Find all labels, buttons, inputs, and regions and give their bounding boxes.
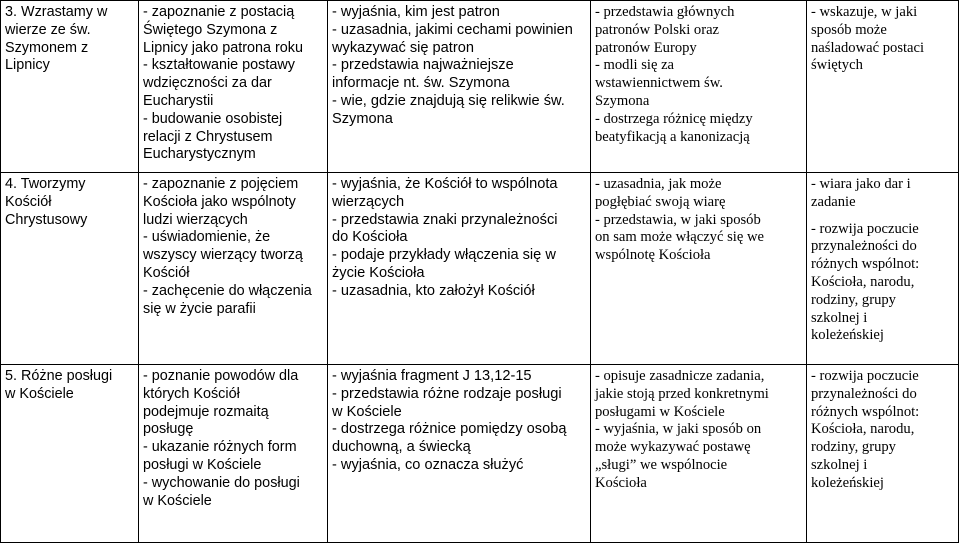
attitudes-line: koleżeńskiej <box>811 474 884 491</box>
content-line: - dostrzega różnice pomiędzy osobą <box>332 421 567 438</box>
skills-cell <box>591 173 807 365</box>
content-line: - wyjaśnia, co oznacza służyć <box>332 456 524 473</box>
goals-line: w Kościele <box>143 492 212 509</box>
skills-line: „sługi” we wspólnocie <box>595 456 728 473</box>
goals-line: Lipnicy jako patrona roku <box>143 39 303 56</box>
attitudes-line: Kościoła, narodu, <box>811 421 915 438</box>
content-line: do Kościoła <box>332 229 408 246</box>
topic-line: Kościół <box>5 193 52 210</box>
goals-line: których Kościół <box>143 385 240 402</box>
attitudes-line: świętych <box>811 57 863 74</box>
content-line: w Kościele <box>332 403 402 420</box>
topic-line: 4. Tworzymy <box>5 176 86 192</box>
topic-line: wierze ze św. <box>5 21 91 38</box>
goals-line: podejmuje rozmaitą <box>143 403 269 420</box>
goals-cell <box>139 173 328 365</box>
attitudes-line: naśladować postaci <box>811 39 925 56</box>
goals-line: - zapoznanie z postacią <box>143 4 295 20</box>
topic-cell <box>1 1 139 173</box>
topic-line: 5. Różne posługi <box>5 368 113 384</box>
goals-line: Eucharystycznym <box>143 146 256 163</box>
skills-line: - wyjaśnia, w jaki sposób on <box>595 421 762 438</box>
topic-line: Lipnicy <box>5 57 50 74</box>
content-cell <box>328 1 591 173</box>
content-line: życie Kościoła <box>332 264 425 281</box>
skills-line: - modli się za <box>595 57 675 74</box>
goals-line: Kościół <box>143 264 190 281</box>
goals-line: - ukazanie różnych form <box>143 439 297 456</box>
goals-line: posługę <box>143 421 194 438</box>
content-line: wierzących <box>332 193 405 210</box>
skills-line: beatyfikacją a kanonizacją <box>595 128 750 145</box>
attitudes-cell <box>807 1 959 173</box>
content-line: Szymona <box>332 110 393 127</box>
skills-line: patronów Europy <box>595 39 697 56</box>
skills-line: - uzasadnia, jak może <box>595 176 722 192</box>
attitudes-line: - wskazuje, w jaki <box>811 4 918 20</box>
goals-line: Świętego Szymona z <box>143 21 278 38</box>
topic-line: w Kościele <box>5 385 74 402</box>
skills-line: pogłębiać swoją wiarę <box>595 193 726 210</box>
attitudes-line: - rozwija poczucie <box>811 220 919 237</box>
content-line: - podaje przykłady włączenia się w <box>332 247 556 264</box>
attitudes-line: szkolnej i <box>811 456 868 473</box>
content-line: - uzasadnia, jakimi cechami powinien <box>332 21 573 38</box>
attitudes-line: - rozwija poczucie <box>811 368 919 384</box>
topic-line: Chrystusowy <box>5 211 88 228</box>
attitudes-line: Kościoła, narodu, <box>811 273 915 290</box>
attitudes-line: sposób może <box>811 21 887 38</box>
goals-line: Kościoła jako wspólnoty <box>143 193 296 210</box>
goals-line: - uświadomienie, że <box>143 229 271 246</box>
attitudes-cell <box>807 365 959 543</box>
skills-line: może wykazywać postawę <box>595 439 751 456</box>
topic-line: Szymonem z <box>5 39 89 56</box>
content-line: - przedstawia znaki przynależności <box>332 211 558 228</box>
goals-line: - budowanie osobistej <box>143 110 283 127</box>
goals-line: wszyscy wierzący tworzą <box>143 247 303 264</box>
skills-line: jakie stoją przed konkretnymi <box>595 385 769 402</box>
attitudes-line: rodziny, grupy <box>811 291 896 308</box>
content-line: - wyjaśnia, kim jest patron <box>332 4 500 20</box>
goals-line: się w życie parafii <box>143 300 256 317</box>
attitudes-cell <box>807 173 959 365</box>
goals-line: wdzięczności za dar <box>143 75 272 92</box>
goals-line: - zapoznanie z pojęciem <box>143 176 299 192</box>
attitudes-line: różnych wspólnot: <box>811 403 920 420</box>
goals-line: ludzi wierzących <box>143 211 248 228</box>
attitudes-line: - wiara jako dar i <box>811 176 911 192</box>
attitudes-spacer <box>811 212 954 221</box>
goals-line: - poznanie powodów dla <box>143 368 299 384</box>
skills-line: - przedstawia, w jaki sposób <box>595 211 761 228</box>
skills-cell <box>591 1 807 173</box>
content-line: - przedstawia najważniejsze <box>332 57 514 74</box>
skills-line: patronów Polski oraz <box>595 21 720 38</box>
skills-line: on sam może włączyć się we <box>595 229 764 246</box>
content-line: - uzasadnia, kto założył Kościół <box>332 282 535 299</box>
attitudes-line: koleżeńskiej <box>811 327 884 344</box>
content-cell <box>328 173 591 365</box>
goals-line: Eucharystii <box>143 92 214 109</box>
content-line: - wie, gdzie znajdują się relikwie św. <box>332 92 565 109</box>
attitudes-line: rodziny, grupy <box>811 439 896 456</box>
content-line: - przedstawia różne rodzaje posługi <box>332 385 562 402</box>
skills-line: posługami w Kościele <box>595 403 725 420</box>
skills-line: - opisuje zasadnicze zadania, <box>595 368 765 384</box>
skills-line: - dostrzega różnicę między <box>595 110 753 127</box>
attitudes-line: szkolnej i <box>811 309 868 326</box>
attitudes-line: zadanie <box>811 193 856 210</box>
table-row <box>1 365 959 543</box>
skills-line: Szymona <box>595 92 650 109</box>
skills-line: wstawiennictwem św. <box>595 75 723 92</box>
content-line: informacje nt. św. Szymona <box>332 75 510 92</box>
content-line: - wyjaśnia fragment J 13,12-15 <box>332 368 532 384</box>
goals-cell <box>139 1 328 173</box>
content-line: wykazywać się patron <box>332 39 474 56</box>
skills-cell <box>591 365 807 543</box>
goals-line: - zachęcenie do włączenia <box>143 282 312 299</box>
content-line: - wyjaśnia, że Kościół to wspólnota <box>332 176 558 192</box>
attitudes-line: przynależności do <box>811 385 917 402</box>
skills-line: Kościoła <box>595 474 647 491</box>
attitudes-line: różnych wspólnot: <box>811 256 920 273</box>
topic-cell <box>1 365 139 543</box>
goals-line: - wychowanie do posługi <box>143 474 300 491</box>
topic-cell <box>1 173 139 365</box>
topic-line: 3. Wzrastamy w <box>5 4 108 20</box>
table-row <box>1 1 959 173</box>
skills-line: wspólnotę Kościoła <box>595 247 711 264</box>
content-cell <box>328 365 591 543</box>
skills-line: - przedstawia głównych <box>595 4 735 20</box>
goals-line: relacji z Chrystusem <box>143 128 273 145</box>
goals-line: - kształtowanie postawy <box>143 57 295 74</box>
attitudes-line: przynależności do <box>811 238 917 255</box>
table-row <box>1 173 959 365</box>
goals-cell <box>139 365 328 543</box>
content-line: duchowną, a świecką <box>332 439 471 456</box>
goals-line: posługi w Kościele <box>143 456 262 473</box>
